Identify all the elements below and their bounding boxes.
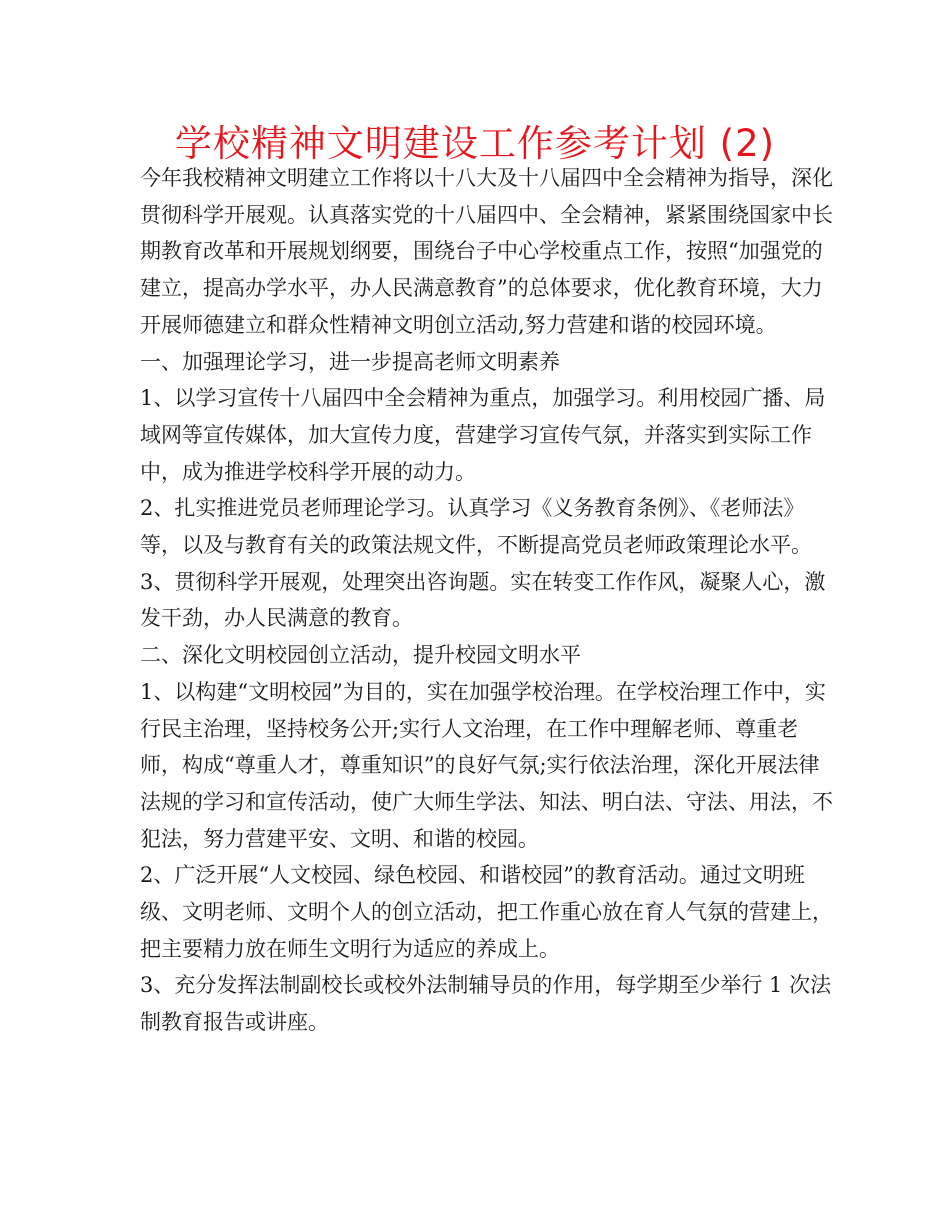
section-1-item-3: 3、贯彻科学开展观，处理突出咨询题。实在转变工作作风，凝聚人心，激发干劲，办人民满意的教育。 [140,569,826,631]
section-2-item-2: 2、广泛开展“人文校园、绿色校园、和谐校园”的教育活动。通过文明班级、文明老师、文明个人的创立活动，把工作重心放在育人气氛的营建上，把主要精力放在师生文明行为适应的养成上。 [140,863,833,961]
document-body [140,160,840,1041]
section-heading-2: 二、深化文明校园创立活动，提升校园文明水平 [140,643,581,668]
section-2-item-1: 1、以构建“文明校园”为目的，实在加强学校治理。在学校治理工作中，实行民主治理，坚持校务公开;实行人文治理，在工作中理解老师、尊重老师，构成“尊重人才，尊重知识”的良好气氛;实行依法治理，深化开展法律法规的学习和宣传活动，使广大师生学法、知法、明白法、守法、用法，不犯法，努力营建平安、文明、和谐的校园。 [140,679,833,851]
document-title: 学校精神文明建设工作参考计划 (2) [174,122,776,165]
intro-paragraph: 今年我校精神文明建立工作将以十八大及十八届四中全会精神为指导，深化贯彻科学开展观。认真落实党的十八届四中、全会精神，紧紧围绕国家中长期教育改革和开展规划纲要，围绕台子中心学校重点工作，按照“加强党的建立，提高办学水平，办人民满意教育”的总体要求，优化教育环境，大力开展师德建立和群众性精神文明创立活动,努力营建和谐的校园环境。 [140,166,833,337]
section-2-item-3: 3、充分发挥法制副校长或校外法制辅导员的作用，每学期至少举行 1 次法制教育报告或讲座。 [140,973,832,1035]
section-1-item-2: 2、扎实推进党员老师理论学习。认真学习《义务教育条例》、《老师法》等，以及与教育有关的政策法规文件，不断提高党员老师政策理论水平。 [140,496,812,558]
section-1-item-1: 1、以学习宣传十八届四中全会精神为重点，加强学习。利用校园广播、局域网等宣传媒体，加大宣传力度，营建学习宣传气氛，并落实到实际工作中，成为推进学校科学开展的动力。 [140,386,826,484]
section-heading-1: 一、加强理论学习，进一步提高老师文明素养 [140,349,560,374]
